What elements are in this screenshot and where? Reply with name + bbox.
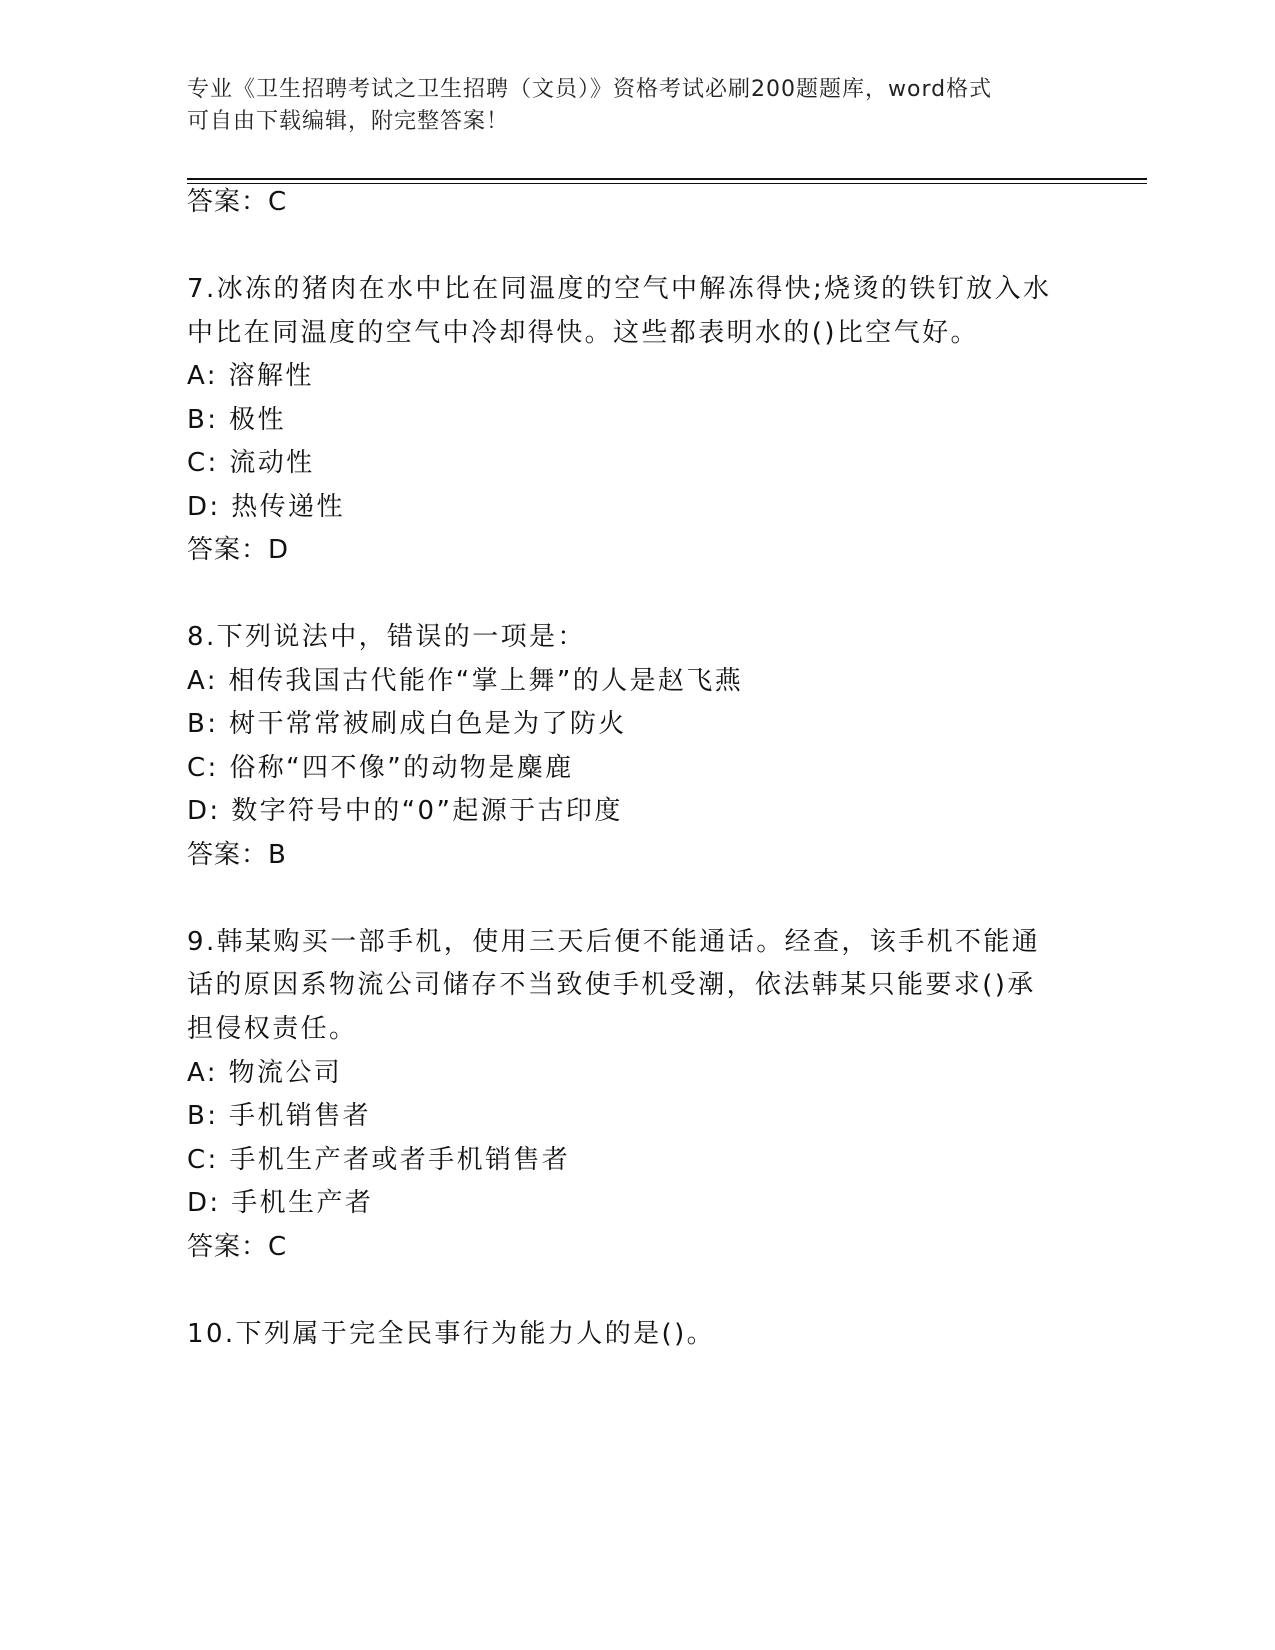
question-8-option-a: A: 相传我国古代能作“掌上舞”的人是赵飞燕 (187, 666, 744, 696)
header-line-1: 专业《卫生招聘考试之卫生招聘（文员）》资格考试必刷200题题库，word格式 (187, 77, 993, 102)
question-7-option-c: C: 流动性 (187, 448, 315, 478)
question-8-option-d: D: 数字符号中的“0”起源于古印度 (187, 796, 623, 826)
question-9-line-1: 9.韩某购买一部手机，使用三天后便不能通话。经查，该手机不能通 (187, 927, 1041, 957)
question-9-line-3: 担侵权责任。 (187, 1014, 358, 1044)
header-divider-thin (187, 183, 1147, 184)
question-8-option-b: B: 树干常常被刷成白色是为了防火 (187, 709, 627, 739)
question-7-line-1: 7.冰冻的猪肉在水中比在同温度的空气中解冻得快;烧烫的铁钉放入水 (187, 274, 1052, 304)
question-10-line-1: 10.下列属于完全民事行为能力人的是()。 (187, 1319, 716, 1349)
question-7-line-2: 中比在同温度的空气中冷却得快。这些都表明水的()比空气好。 (187, 318, 979, 348)
question-9-line-2: 话的原因系物流公司储存不当致使手机受潮，依法韩某只能要求()承 (187, 970, 1036, 1000)
answer-q7: 答案：D (187, 535, 290, 565)
answer-q9: 答案：C (187, 1232, 288, 1262)
question-8-option-c: C: 俗称“四不像”的动物是麋鹿 (187, 753, 574, 783)
question-9-option-b: B: 手机销售者 (187, 1101, 372, 1131)
question-7-option-a: A: 溶解性 (187, 361, 314, 391)
question-8-line-1: 8.下列说法中，错误的一项是： (187, 622, 586, 652)
answer-q8: 答案：B (187, 840, 287, 870)
question-7-option-b: B: 极性 (187, 405, 286, 435)
question-9-option-c: C: 手机生产者或者手机销售者 (187, 1145, 571, 1175)
header-divider-thick (187, 178, 1147, 180)
question-9-option-a: A: 物流公司 (187, 1058, 343, 1088)
header-line-2: 可自由下载编辑，附完整答案！ (187, 109, 510, 134)
answer-q6: 答案：C (187, 187, 288, 217)
document-header (187, 74, 1067, 138)
question-9-option-d: D: 手机生产者 (187, 1188, 374, 1218)
question-7-option-d: D: 热传递性 (187, 492, 345, 522)
